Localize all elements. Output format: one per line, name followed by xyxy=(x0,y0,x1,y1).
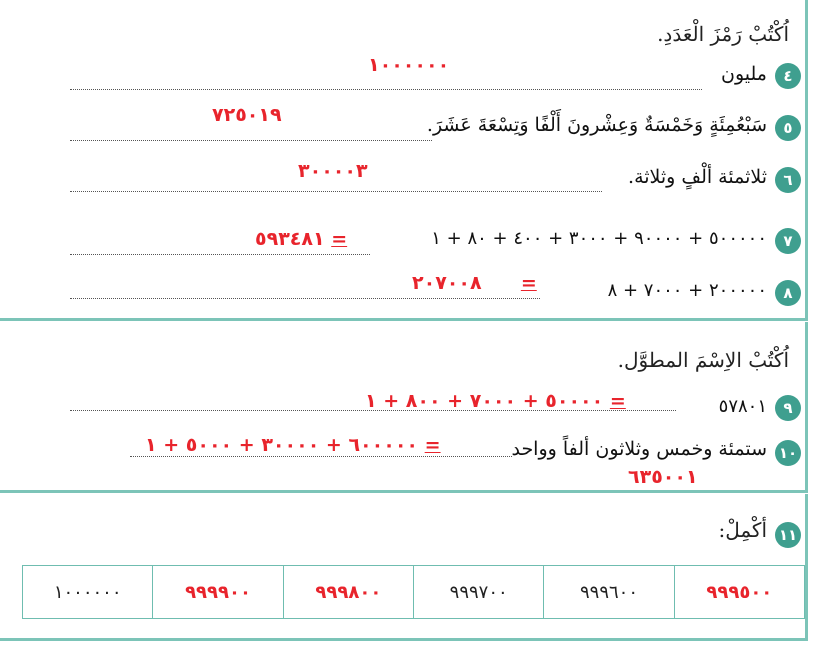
item-7-answer xyxy=(255,228,347,250)
item-10-answer-value: ٦٠٠٠٠٠ + ٣٠٠٠٠ + ٥٠٠٠ + ١ xyxy=(145,434,419,456)
sequence-cell[interactable]: ٩٩٩٨٠٠ xyxy=(283,566,413,619)
item-10-answer-line[interactable] xyxy=(130,456,512,457)
item-7-equals: = xyxy=(331,228,348,250)
item-9-answer-value: ٥٠٠٠٠ + ٧٠٠٠ + ٨٠٠ + ١ xyxy=(365,390,604,412)
item-8-badge: ٨ xyxy=(775,280,801,306)
item-10-text: ستمئة وخمس وثلاثون ألفاً وواحد xyxy=(511,438,767,460)
section3-heading: أكْمِلْ: xyxy=(718,518,767,542)
section2-heading: اُكْتُبْ الاِسْمَ المطوَّل. xyxy=(617,348,789,372)
table-row xyxy=(23,566,805,619)
item-9-badge: ٩ xyxy=(775,395,801,421)
item-7-expression: ٥٠٠٠٠٠ + ٩٠٠٠٠ + ٣٠٠٠ + ٤٠٠ + ٨٠ + ١ xyxy=(431,228,767,249)
sequence-cell[interactable]: ١٠٠٠٠٠٠ xyxy=(23,566,153,619)
section-write-number-panel xyxy=(0,0,808,321)
item-8-answer-line[interactable] xyxy=(70,298,540,299)
number-sequence-table xyxy=(22,565,805,619)
item-9-answer xyxy=(365,390,626,412)
item-10-equals: = xyxy=(424,434,441,456)
item-10-answer xyxy=(145,434,441,456)
item-10-extra-answer: ٦٣٥٠٠١ xyxy=(628,466,698,488)
item-6-answer-line[interactable] xyxy=(70,191,602,192)
item-9-equals: = xyxy=(609,390,626,412)
item-4-answer: ١٠٠٠٠٠٠ xyxy=(368,54,450,76)
item-8-expression: ٢٠٠٠٠٠ + ٧٠٠٠ + ٨ xyxy=(607,280,767,301)
item-4-answer-line[interactable] xyxy=(70,89,702,90)
item-4-text: مليون xyxy=(721,63,767,85)
item-8-equals: = xyxy=(520,272,537,294)
item-8-answer xyxy=(412,272,537,294)
sequence-cell[interactable]: ٩٩٩٩٠٠ xyxy=(153,566,283,619)
item-5-answer-line[interactable] xyxy=(70,140,432,141)
item-8-answer-value: ٢٠٧٠٠٨ xyxy=(412,272,482,294)
item-6-badge: ٦ xyxy=(775,167,801,193)
item-9-number: ٥٧٨٠١ xyxy=(718,396,767,417)
sequence-cell[interactable]: ٩٩٩٥٠٠ xyxy=(674,566,804,619)
section1-heading: اُكْتُبْ رَمْزَ الْعَدَدِ. xyxy=(657,22,789,46)
item-6-answer: ٣٠٠٠٠٣ xyxy=(298,160,368,182)
item-6-text: ثلاثمئة ألْفٍ وثلاثة. xyxy=(628,166,767,188)
item-5-answer: ٧٢٥٠١٩ xyxy=(212,104,282,126)
item-5-badge: ٥ xyxy=(775,115,801,141)
item-10-badge: ١٠ xyxy=(775,440,801,466)
item-7-answer-line[interactable] xyxy=(70,254,370,255)
sequence-cell[interactable]: ٩٩٩٦٠٠ xyxy=(544,566,674,619)
item-7-answer-value: ٥٩٣٤٨١ xyxy=(255,228,325,250)
item-7-badge: ٧ xyxy=(775,228,801,254)
item-5-text: سَبْعُمِئَةٍ وَخَمْسَةٌ وَعِشْرونَ أَلْفًا وَتِسْعَةَ عَشَرَ. xyxy=(426,114,767,136)
item-11-badge: ١١ xyxy=(775,522,801,548)
item-4-badge: ٤ xyxy=(775,63,801,89)
sequence-cell[interactable]: ٩٩٩٧٠٠ xyxy=(414,566,544,619)
